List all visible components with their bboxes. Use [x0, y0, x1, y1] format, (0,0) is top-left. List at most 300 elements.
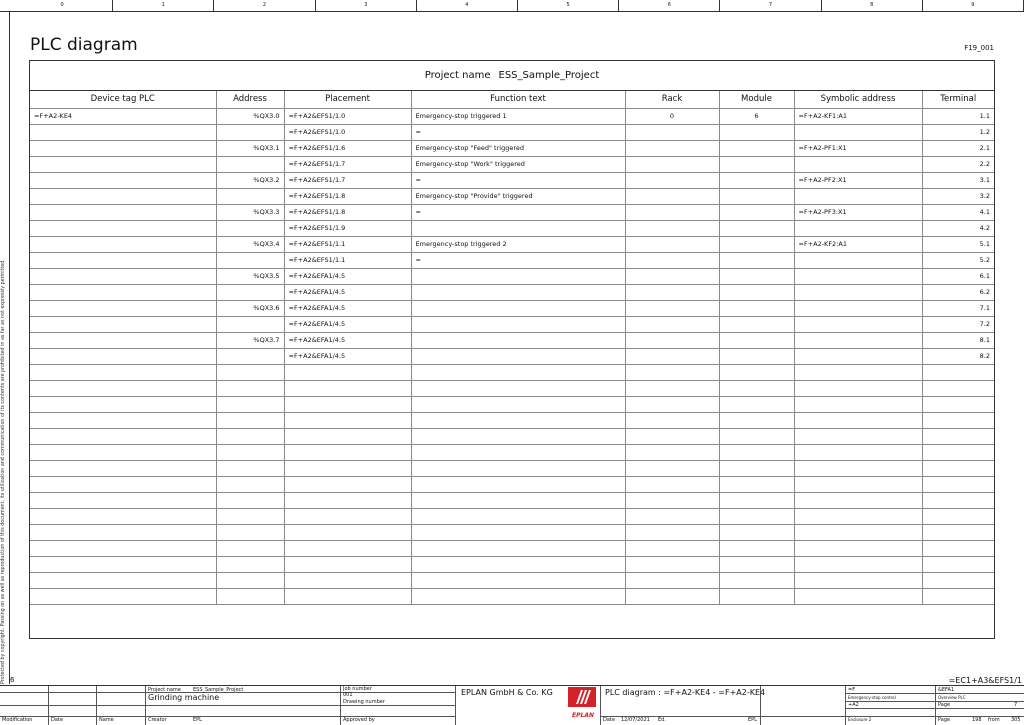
- column-header: Function text: [411, 91, 625, 108]
- cell-address: %QX3.0: [216, 108, 284, 124]
- cell-symbolic: [794, 220, 922, 236]
- empty-cell: [719, 588, 794, 604]
- plc-table-frame: [29, 60, 995, 639]
- drawing-number-label: Drawing number: [343, 699, 385, 705]
- sheet-title: PLC diagram : =F+A2-KE4 - =F+A2-KE4: [605, 688, 766, 697]
- cell-placement: =F+A2&EFA1/4.5: [284, 268, 411, 284]
- cell-terminal: 1.2: [922, 124, 994, 140]
- empty-cell: [30, 540, 216, 556]
- page-total-label: Page: [938, 717, 951, 723]
- empty-cell: [284, 380, 411, 396]
- creator-value: EPL: [193, 717, 202, 723]
- cell-terminal: 3.2: [922, 188, 994, 204]
- cell-address: [216, 124, 284, 140]
- cell-address: [216, 348, 284, 364]
- cell-module: [719, 220, 794, 236]
- cell-placement: =F+A2&EFS1/1.8: [284, 188, 411, 204]
- ruler-cell: 9: [923, 0, 1024, 11]
- empty-cell: [625, 476, 719, 492]
- empty-row: [30, 572, 994, 588]
- empty-cell: [284, 428, 411, 444]
- empty-cell: [284, 396, 411, 412]
- empty-cell: [922, 476, 994, 492]
- cell-device: [30, 220, 216, 236]
- empty-cell: [922, 572, 994, 588]
- empty-cell: [794, 412, 922, 428]
- eplan-logo-text: EPLAN: [572, 712, 594, 719]
- empty-row: [30, 364, 994, 380]
- cell-module: [719, 204, 794, 220]
- column-header: Placement: [284, 91, 411, 108]
- job-number-value: 001: [343, 692, 353, 698]
- cell-terminal: 2.1: [922, 140, 994, 156]
- cell-function: Emergency-stop triggered 2: [411, 236, 625, 252]
- cell-device: [30, 348, 216, 364]
- cell-terminal: 6.2: [922, 284, 994, 300]
- empty-cell: [922, 380, 994, 396]
- cell-placement: =F+A2&EFA1/4.5: [284, 332, 411, 348]
- empty-cell: [719, 428, 794, 444]
- cell-address: %QX3.2: [216, 172, 284, 188]
- page-total: 305: [1011, 717, 1021, 723]
- cell-module: [719, 316, 794, 332]
- empty-cell: [216, 524, 284, 540]
- empty-cell: [625, 412, 719, 428]
- column-header: Symbolic address: [794, 91, 922, 108]
- empty-cell: [30, 460, 216, 476]
- empty-cell: [30, 508, 216, 524]
- empty-cell: [30, 428, 216, 444]
- cell-rack: [625, 172, 719, 188]
- empty-cell: [216, 492, 284, 508]
- cell-function: =: [411, 124, 625, 140]
- empty-cell: [922, 508, 994, 524]
- ed-value: EPL: [748, 717, 757, 723]
- empty-cell: [284, 444, 411, 460]
- empty-cell: [922, 444, 994, 460]
- cell-function: [411, 300, 625, 316]
- empty-cell: [411, 396, 625, 412]
- cell-function: =: [411, 204, 625, 220]
- table-row: [30, 172, 994, 188]
- cell-module: [719, 124, 794, 140]
- empty-cell: [216, 412, 284, 428]
- empty-cell: [216, 380, 284, 396]
- cell-module: [719, 236, 794, 252]
- table-row: [30, 332, 994, 348]
- empty-cell: [719, 492, 794, 508]
- empty-row: [30, 508, 994, 524]
- cell-function: =: [411, 252, 625, 268]
- empty-cell: [30, 492, 216, 508]
- empty-row: [30, 444, 994, 460]
- empty-cell: [719, 556, 794, 572]
- empty-cell: [216, 428, 284, 444]
- cell-device: [30, 124, 216, 140]
- cell-terminal: 6.1: [922, 268, 994, 284]
- cell-device: [30, 268, 216, 284]
- empty-cell: [216, 540, 284, 556]
- cell-placement: =F+A2&EFS1/1.7: [284, 172, 411, 188]
- cell-address: %QX3.7: [216, 332, 284, 348]
- empty-row: [30, 476, 994, 492]
- cell-module: [719, 172, 794, 188]
- empty-cell: [30, 588, 216, 604]
- cell-device: =F+A2-KE4: [30, 108, 216, 124]
- empty-cell: [794, 444, 922, 460]
- empty-cell: [30, 556, 216, 572]
- empty-cell: [411, 556, 625, 572]
- empty-cell: [284, 508, 411, 524]
- empty-cell: [284, 492, 411, 508]
- empty-cell: [719, 460, 794, 476]
- empty-cell: [284, 476, 411, 492]
- cell-placement: =F+A2&EFS1/1.1: [284, 252, 411, 268]
- cell-module: [719, 268, 794, 284]
- job-number-label: Job number: [343, 686, 372, 692]
- empty-cell: [625, 556, 719, 572]
- empty-cell: [719, 364, 794, 380]
- empty-cell: [625, 428, 719, 444]
- cell-symbolic: [794, 268, 922, 284]
- cell-address: %QX3.4: [216, 236, 284, 252]
- cell-rack: [625, 124, 719, 140]
- cell-terminal: 7.1: [922, 300, 994, 316]
- table-row: [30, 284, 994, 300]
- ruler-cell: 1: [113, 0, 214, 11]
- function-description: Emergency-stop control: [848, 695, 896, 700]
- cell-rack: [625, 348, 719, 364]
- cell-symbolic: =F+A2-KF1:A1: [794, 108, 922, 124]
- empty-cell: [216, 476, 284, 492]
- empty-cell: [284, 540, 411, 556]
- cell-device: [30, 316, 216, 332]
- empty-cell: [411, 380, 625, 396]
- cell-device: [30, 172, 216, 188]
- cell-function: [411, 316, 625, 332]
- project-name-small-label: Project name: [148, 687, 181, 693]
- cell-device: [30, 236, 216, 252]
- empty-cell: [30, 380, 216, 396]
- cell-device: [30, 252, 216, 268]
- empty-cell: [794, 492, 922, 508]
- empty-cell: [411, 364, 625, 380]
- empty-cell: [411, 492, 625, 508]
- cell-device: [30, 140, 216, 156]
- cell-module: [719, 156, 794, 172]
- table-row: [30, 124, 994, 140]
- cell-terminal: 8.1: [922, 332, 994, 348]
- cell-symbolic: =F+A2-PF3:X1: [794, 204, 922, 220]
- cell-module: [719, 188, 794, 204]
- function-assignment: =F: [848, 687, 856, 693]
- copyright-notice: Protected by copyright. Passing on as well as reproduction of this document, its utilization and communication of its contents are prohibited in as far as not expressly permitted.: [1, 259, 6, 684]
- empty-row: [30, 524, 994, 540]
- empty-cell: [411, 540, 625, 556]
- empty-row: [30, 412, 994, 428]
- date-value: 12/07/2021: [621, 717, 650, 723]
- cell-terminal: 3.1: [922, 172, 994, 188]
- empty-row: [30, 492, 994, 508]
- cell-device: [30, 284, 216, 300]
- empty-cell: [411, 428, 625, 444]
- empty-row: [30, 396, 994, 412]
- empty-cell: [625, 508, 719, 524]
- empty-cell: [411, 412, 625, 428]
- cell-symbolic: =F+A2-PF2:X1: [794, 172, 922, 188]
- column-header: Device tag PLC: [30, 91, 216, 108]
- empty-cell: [30, 476, 216, 492]
- cell-module: [719, 300, 794, 316]
- cell-rack: [625, 156, 719, 172]
- empty-cell: [30, 412, 216, 428]
- ruler-cell: 0: [12, 0, 113, 11]
- cell-device: [30, 188, 216, 204]
- cell-symbolic: [794, 316, 922, 332]
- cell-rack: [625, 284, 719, 300]
- cell-symbolic: [794, 348, 922, 364]
- project-name-row: [30, 61, 994, 91]
- page-reference: =EC1+A3&EFS1/1: [948, 676, 1022, 685]
- empty-cell: [625, 588, 719, 604]
- cell-symbolic: =F+A2-KF2:A1: [794, 236, 922, 252]
- empty-cell: [30, 396, 216, 412]
- empty-cell: [794, 556, 922, 572]
- empty-row: [30, 556, 994, 572]
- document-type: &EFA1: [938, 687, 955, 693]
- empty-cell: [30, 364, 216, 380]
- cell-address: [216, 316, 284, 332]
- cell-terminal: 5.2: [922, 252, 994, 268]
- empty-cell: [625, 572, 719, 588]
- empty-cell: [284, 572, 411, 588]
- document-description: Overview PLC: [938, 695, 966, 700]
- empty-cell: [719, 396, 794, 412]
- empty-cell: [719, 476, 794, 492]
- ed-label: Ed.: [658, 717, 666, 723]
- cell-module: 6: [719, 108, 794, 124]
- cell-terminal: 4.2: [922, 220, 994, 236]
- empty-cell: [284, 588, 411, 604]
- cell-symbolic: [794, 284, 922, 300]
- cell-device: [30, 300, 216, 316]
- cell-module: [719, 348, 794, 364]
- location: +A2: [848, 702, 859, 708]
- page-corner-number: 6: [10, 676, 15, 684]
- table-row: [30, 268, 994, 284]
- table-row: [30, 300, 994, 316]
- cell-placement: =F+A2&EFA1/4.5: [284, 300, 411, 316]
- cell-symbolic: [794, 332, 922, 348]
- cell-address: [216, 188, 284, 204]
- cell-placement: =F+A2&EFS1/1.8: [284, 204, 411, 220]
- empty-cell: [216, 396, 284, 412]
- column-header: Rack: [625, 91, 719, 108]
- empty-cell: [922, 396, 994, 412]
- from-label: from: [988, 717, 1000, 723]
- cell-device: [30, 204, 216, 220]
- cell-module: [719, 252, 794, 268]
- cell-function: Emergency-stop "Provide" triggered: [411, 188, 625, 204]
- cell-placement: =F+A2&EFS1/1.9: [284, 220, 411, 236]
- empty-cell: [922, 364, 994, 380]
- empty-cell: [284, 524, 411, 540]
- page-value: 7: [1014, 702, 1018, 708]
- cell-function: Emergency-stop "Work" triggered: [411, 156, 625, 172]
- empty-cell: [216, 572, 284, 588]
- cell-symbolic: [794, 300, 922, 316]
- location-description: Enclosure 2: [848, 717, 872, 722]
- column-header: Module: [719, 91, 794, 108]
- cell-terminal: 8.2: [922, 348, 994, 364]
- cell-placement: =F+A2&EFS1/1.0: [284, 124, 411, 140]
- empty-cell: [922, 412, 994, 428]
- cell-symbolic: =F+A2-PF1:X1: [794, 140, 922, 156]
- empty-cell: [794, 524, 922, 540]
- empty-cell: [794, 460, 922, 476]
- cell-symbolic: [794, 252, 922, 268]
- empty-cell: [794, 476, 922, 492]
- empty-cell: [216, 364, 284, 380]
- cell-rack: [625, 300, 719, 316]
- empty-cell: [794, 364, 922, 380]
- cell-placement: =F+A2&EFA1/4.5: [284, 284, 411, 300]
- empty-cell: [719, 380, 794, 396]
- cell-terminal: 7.2: [922, 316, 994, 332]
- empty-cell: [411, 476, 625, 492]
- empty-cell: [625, 396, 719, 412]
- date-label: Date: [603, 717, 615, 723]
- table-row: [30, 348, 994, 364]
- cell-function: Emergency-stop triggered 1: [411, 108, 625, 124]
- ruler-cell: 3: [316, 0, 417, 11]
- empty-cell: [794, 428, 922, 444]
- empty-row: [30, 460, 994, 476]
- approved-by-label: Approved by: [343, 717, 375, 723]
- empty-cell: [625, 460, 719, 476]
- empty-cell: [216, 556, 284, 572]
- page-current: 198: [972, 717, 982, 723]
- project-name-value: ESS_Sample_Project: [498, 70, 600, 81]
- cell-rack: [625, 188, 719, 204]
- empty-cell: [30, 444, 216, 460]
- cell-device: [30, 156, 216, 172]
- cell-function: =: [411, 172, 625, 188]
- empty-cell: [922, 556, 994, 572]
- cell-function: [411, 284, 625, 300]
- page-title: PLC diagram: [30, 35, 138, 55]
- cell-function: Emergency-stop "Feed" triggered: [411, 140, 625, 156]
- cell-device: [30, 332, 216, 348]
- cell-rack: [625, 252, 719, 268]
- date-column-label: Date: [51, 717, 63, 723]
- column-header: Address: [216, 91, 284, 108]
- empty-row: [30, 540, 994, 556]
- table-row: [30, 252, 994, 268]
- empty-cell: [284, 556, 411, 572]
- cell-placement: =F+A2&EFA1/4.5: [284, 316, 411, 332]
- cell-address: %QX3.1: [216, 140, 284, 156]
- table-row: [30, 156, 994, 172]
- cell-module: [719, 332, 794, 348]
- empty-row: [30, 380, 994, 396]
- table-row: [30, 140, 994, 156]
- modification-label: Modification: [2, 717, 33, 723]
- empty-cell: [625, 540, 719, 556]
- cell-rack: [625, 236, 719, 252]
- empty-cell: [411, 444, 625, 460]
- column-header: Terminal: [922, 91, 994, 108]
- table-row: [30, 204, 994, 220]
- table-row: [30, 316, 994, 332]
- cell-rack: [625, 332, 719, 348]
- project-name-small-value: ESS_Sample_Project: [193, 687, 244, 693]
- cell-function: [411, 268, 625, 284]
- cell-rack: [625, 204, 719, 220]
- cell-rack: [625, 268, 719, 284]
- eplan-logo-icon: [568, 687, 596, 707]
- project-description: Grinding machine: [148, 693, 220, 702]
- empty-cell: [625, 380, 719, 396]
- cell-address: [216, 220, 284, 236]
- cell-terminal: 4.1: [922, 204, 994, 220]
- cell-placement: =F+A2&EFA1/4.5: [284, 348, 411, 364]
- ruler-cell: 5: [518, 0, 619, 11]
- ruler-cell: 7: [720, 0, 821, 11]
- empty-cell: [30, 524, 216, 540]
- empty-cell: [216, 460, 284, 476]
- ruler-cell: 8: [822, 0, 923, 11]
- cell-rack: [625, 140, 719, 156]
- ruler-cell: 4: [417, 0, 518, 11]
- cell-address: [216, 252, 284, 268]
- empty-cell: [719, 444, 794, 460]
- empty-cell: [216, 444, 284, 460]
- cell-address: [216, 156, 284, 172]
- empty-cell: [922, 588, 994, 604]
- company-name: EPLAN GmbH & Co. KG: [461, 688, 553, 697]
- empty-cell: [625, 492, 719, 508]
- empty-cell: [411, 460, 625, 476]
- cell-rack: [625, 220, 719, 236]
- cell-placement: =F+A2&EFS1/1.7: [284, 156, 411, 172]
- cell-terminal: 1.1: [922, 108, 994, 124]
- empty-cell: [719, 508, 794, 524]
- empty-cell: [794, 572, 922, 588]
- cell-symbolic: [794, 188, 922, 204]
- creator-label: Creator: [148, 717, 167, 723]
- page-label: Page: [938, 702, 951, 708]
- project-name-label: Project name: [424, 70, 491, 81]
- plc-table: [30, 91, 994, 605]
- title-block: [0, 685, 1024, 724]
- table-row: [30, 220, 994, 236]
- empty-cell: [794, 508, 922, 524]
- empty-row: [30, 588, 994, 604]
- column-ruler: [0, 0, 1024, 12]
- empty-cell: [411, 588, 625, 604]
- empty-cell: [719, 572, 794, 588]
- empty-cell: [922, 524, 994, 540]
- form-id: F19_001: [964, 44, 994, 52]
- empty-cell: [411, 572, 625, 588]
- empty-cell: [719, 412, 794, 428]
- empty-cell: [411, 508, 625, 524]
- empty-cell: [216, 508, 284, 524]
- ruler-cell: 6: [619, 0, 720, 11]
- empty-cell: [922, 492, 994, 508]
- empty-cell: [719, 524, 794, 540]
